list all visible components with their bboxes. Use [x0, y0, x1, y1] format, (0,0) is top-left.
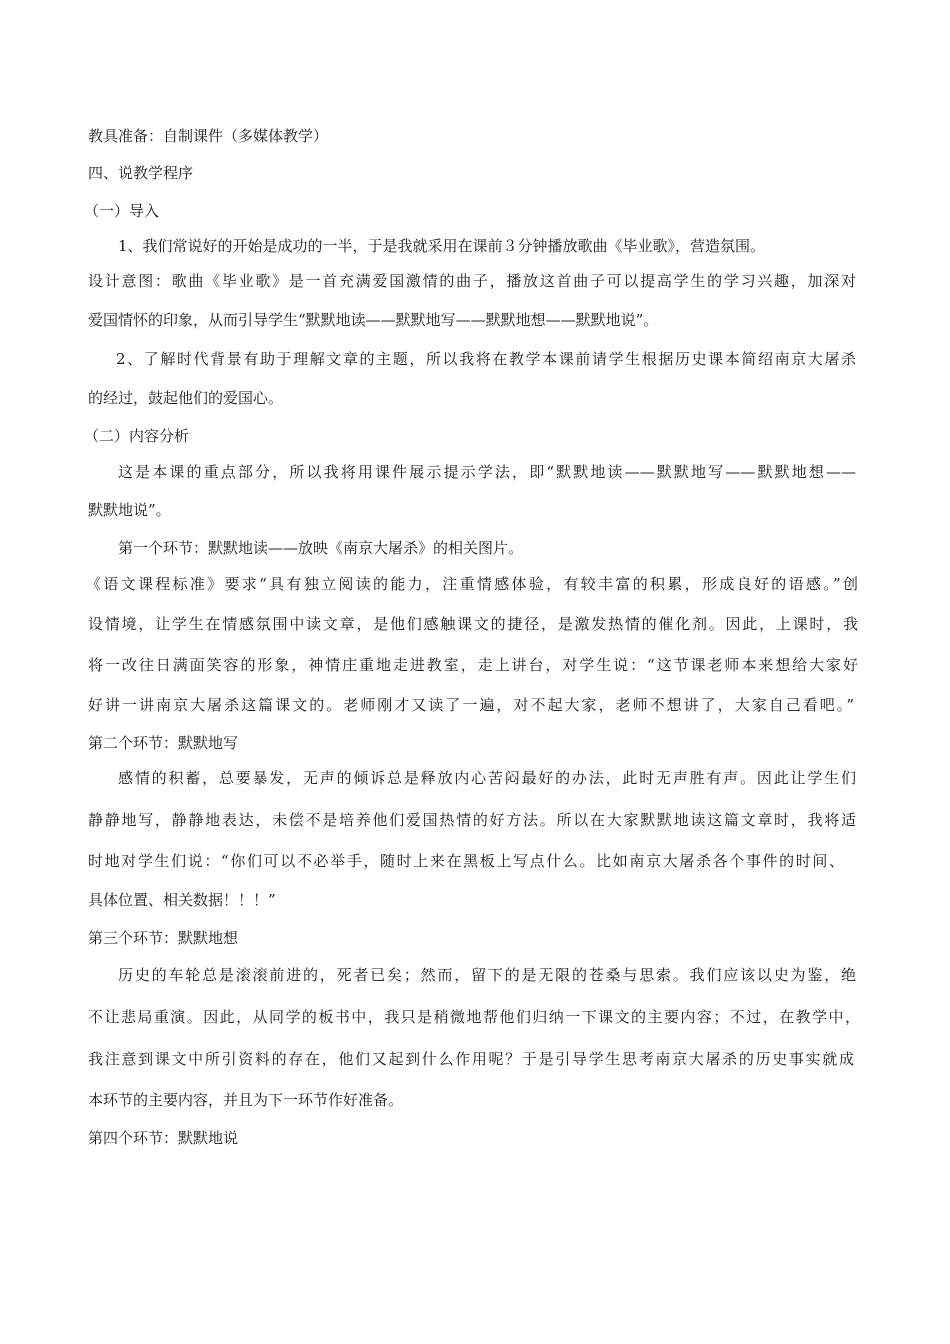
paragraph-step-two-line-3: 时地对学生们说：“你们可以不必举手，随时上来在黑板上写点什么。比如南京大屠杀各个事件的时间、: [88, 852, 844, 870]
paragraph-intro-2-line-1: 2、了解时代背景有助于理解文章的主题，所以我将在教学本课前请学生根据历史课本简绍南京大屠杀: [116, 350, 856, 368]
paragraph-step-two-line-4: 具体位置、相关数据！！！”: [88, 891, 276, 909]
paragraph-step-two-line-2: 静静地写，静静地表达，未偿不是培养他们爱国热情的好方法。所以在大家默默地读这篇文章时，我将适: [88, 811, 856, 829]
paragraph-intro-1: 1、我们常说好的开始是成功的一半，于是我就采用在课前３分钟播放歌曲《毕业歌》，营造氛围。: [118, 237, 766, 255]
paragraph-content-line-1: 这是本课的重点部分，所以我将用课件展示提示学法，即“默默地读——默默地写——默默地想——: [118, 463, 856, 481]
subheading-content-analysis: （二）内容分析: [84, 427, 190, 445]
step-three-heading: 第三个环节：默默地想: [88, 929, 239, 947]
paragraph-step-three-line-2: 不让悲局重演。因此，从同学的板书中，我只是稍微地帮他们归纳一下课文的主要内容；不过，在教学中，: [88, 1008, 860, 1026]
paragraph-intro-2-line-2: 的经过，鼓起他们的爱国心。: [88, 389, 284, 407]
paragraph-step-one-line-4: 好讲一讲南京大屠杀这篇课文的。老师刚才又读了一遍，对不起大家，老师不想讲了，大家自己看吧。”: [88, 696, 854, 714]
step-one-heading: 第一个环节：默默地读——放映《南京大屠杀》的相关图片。: [118, 539, 524, 557]
paragraph-content-line-2: 默默地说”。: [88, 501, 171, 519]
paragraph-design-intent-line-2: 爱国情怀的印象，从而引导学生“默默地读——默默地写——默默地想——默默地说”。: [88, 311, 659, 329]
paragraph-step-three-line-1: 历史的车轮总是滚滚前进的，死者已矣；然而，留下的是无限的苍桑与思索。我们应该以史为鉴，绝: [118, 966, 856, 984]
step-two-heading: 第二个环节：默默地写: [88, 734, 239, 752]
paragraph-step-two-line-1: 感情的积蓄，总要暴发，无声的倾诉总是释放内心苦闷最好的办法，此时无声胜有声。因此让学生们: [118, 769, 856, 787]
teaching-tools-line: 教具准备：自制课件（多媒体教学）: [88, 127, 329, 145]
paragraph-step-one-line-3: 将一改往日满面笑容的形象，神情庄重地走进教室，走上讲台，对学生说：“这节课老师本来想给大家好: [88, 656, 858, 674]
paragraph-step-three-line-3: 我注意到课文中所引资料的存在，他们又起到什么作用呢？于是引导学生思考南京大屠杀的历史事实就成: [88, 1050, 854, 1068]
paragraph-step-one-line-1: 《语文课程标准》要求“具有独立阅读的能力，注重情感体验，有较丰富的积累，形成良好的语感。”创: [86, 575, 858, 593]
paragraph-step-one-line-2: 设情境，让学生在情感氛围中读文章，是他们感触课文的捷径，是激发热情的催化剂。因此，上课时，我: [88, 615, 858, 633]
subheading-introduction: （一）导入: [84, 202, 160, 220]
step-four-heading: 第四个环节：默默地说: [88, 1129, 239, 1147]
paragraph-step-three-line-4: 本环节的主要内容，并且为下一环节作好准备。: [88, 1091, 404, 1109]
section-heading-procedure: 四、说教学程序: [88, 164, 194, 182]
paragraph-design-intent-line-1: 设计意图：歌曲《毕业歌》是一首充满爱国激情的曲子，播放这首曲子可以提高学生的学习兴趣，加深对: [88, 272, 856, 290]
